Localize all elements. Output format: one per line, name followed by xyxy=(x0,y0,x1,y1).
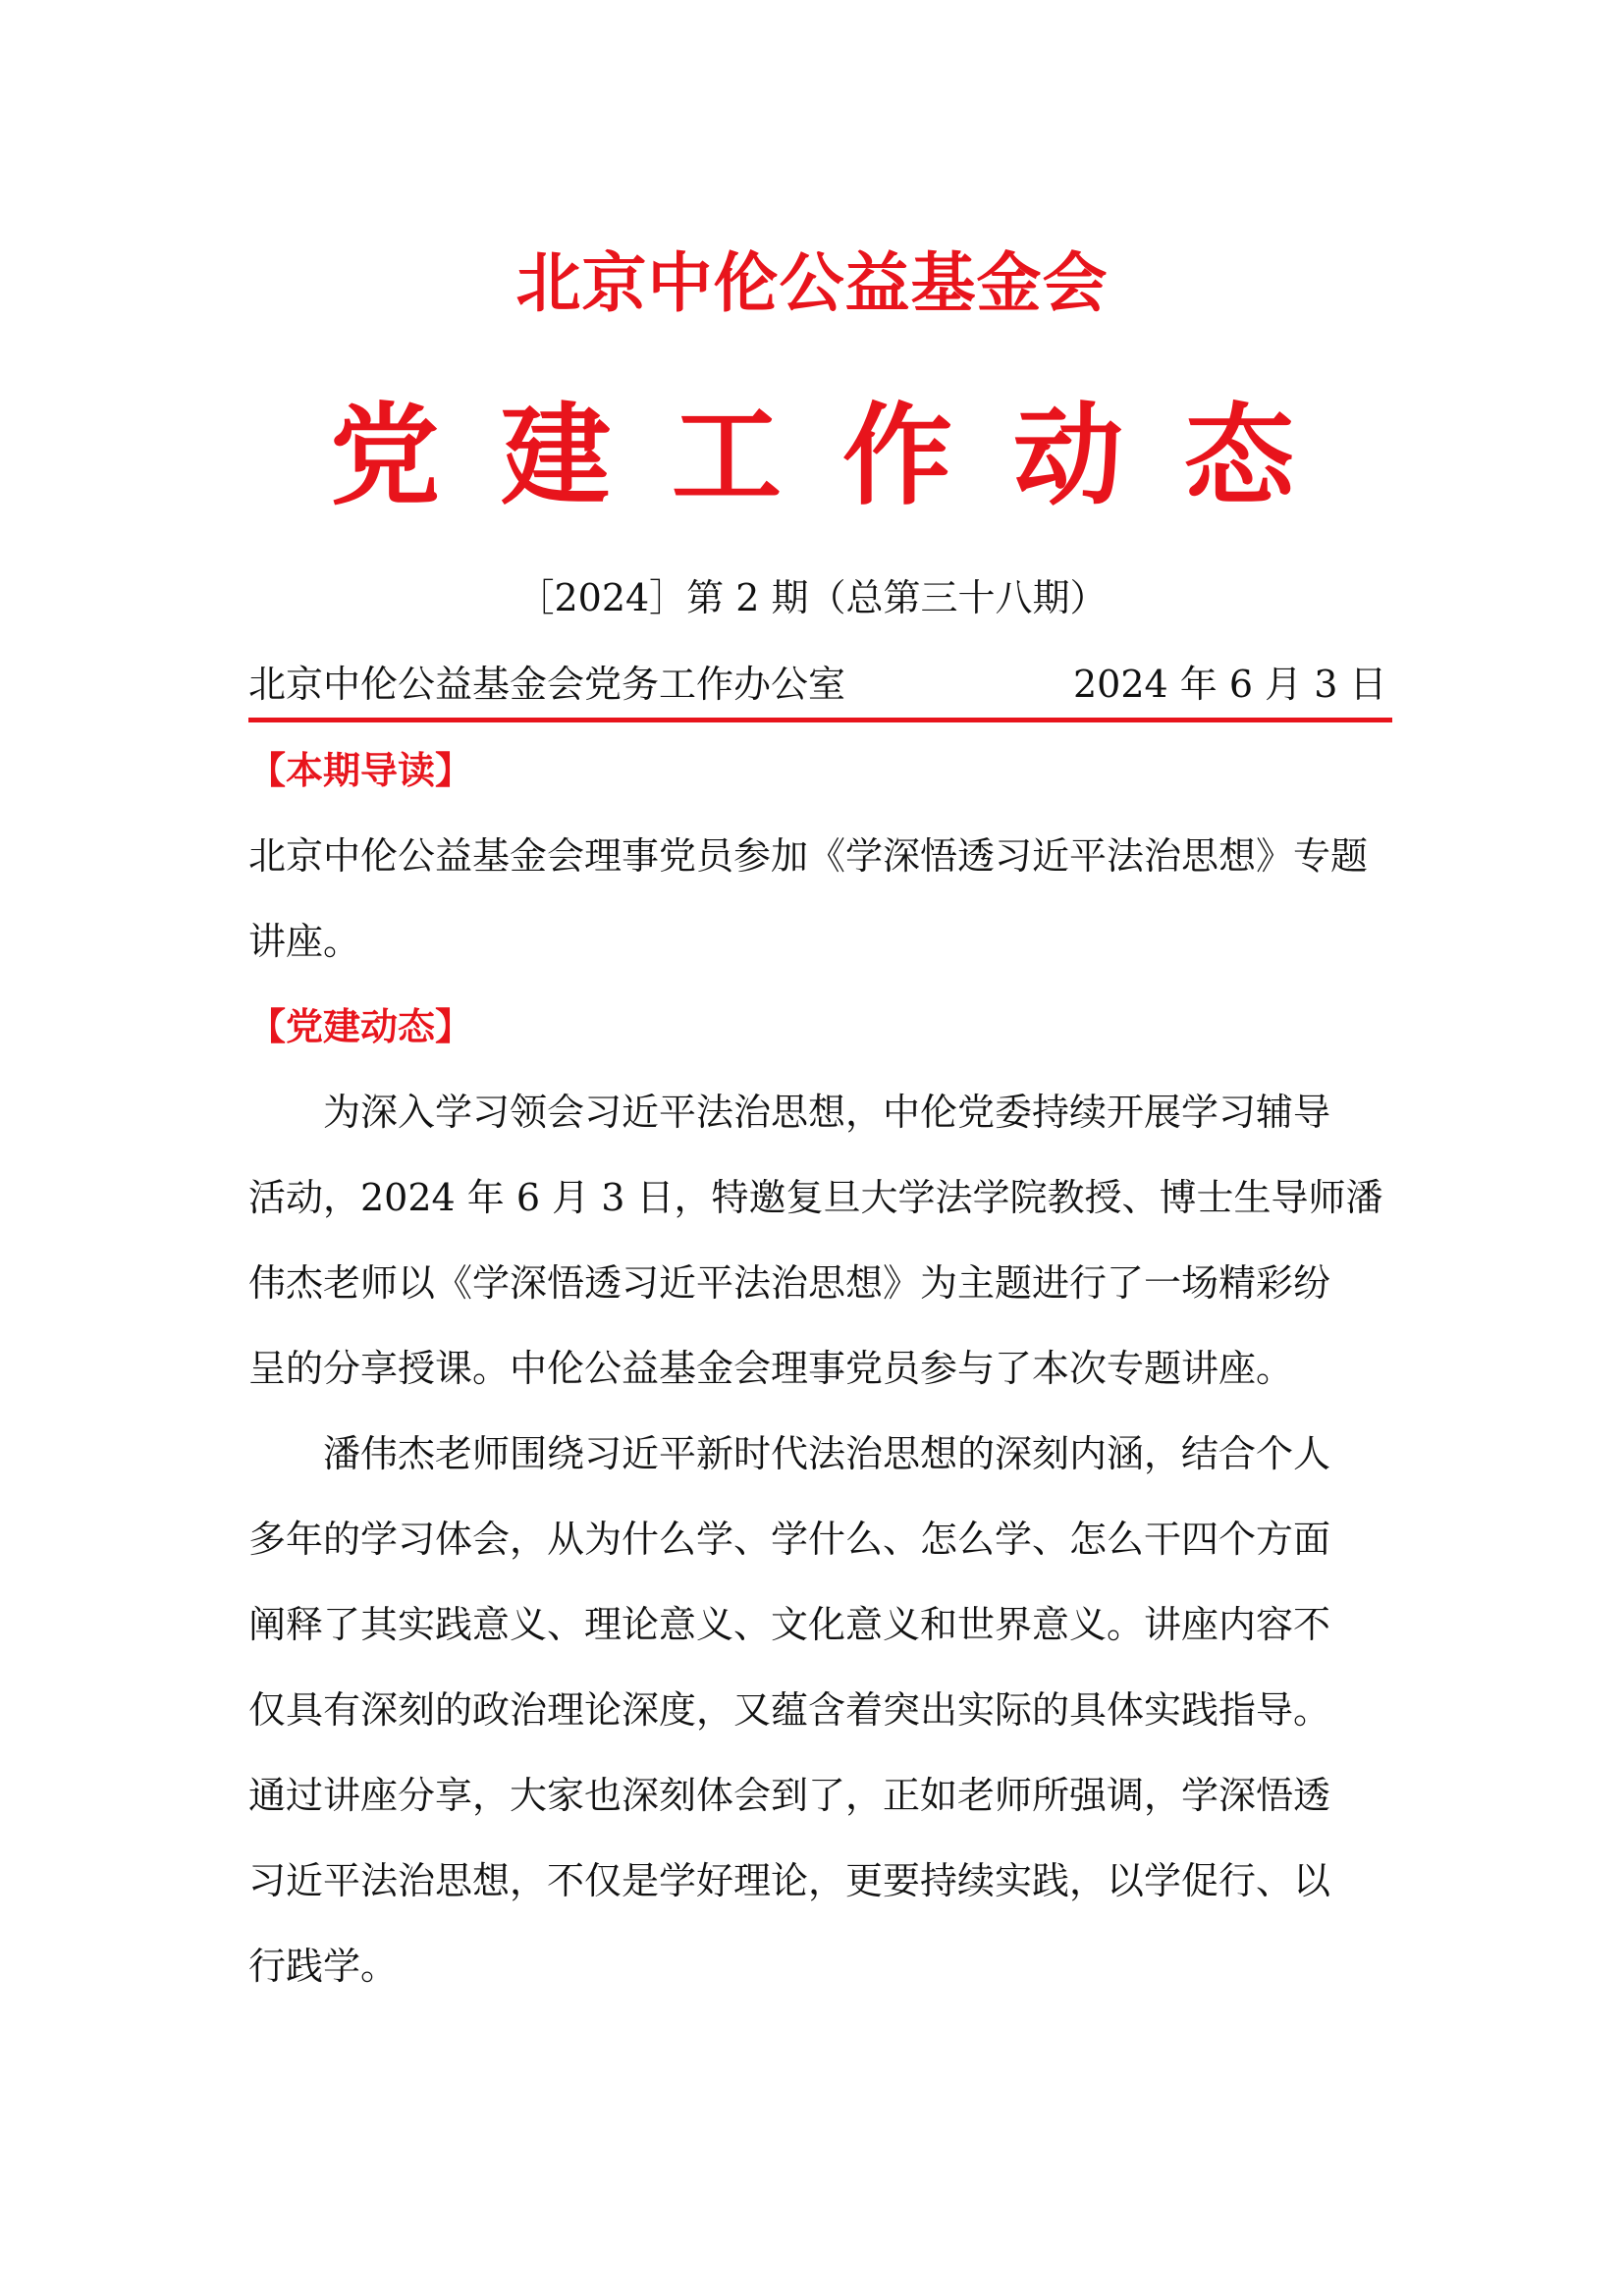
paragraph-line: 活动，2024 年 6 月 3 日，特邀复旦大学法学院教授、博士生导师潘 xyxy=(248,1176,1383,1219)
header-divider xyxy=(248,718,1392,722)
issue-number: ［2024］第 2 期（总第三十八期） xyxy=(516,576,1108,619)
intro-line: 北京中伦公益基金会理事党员参加《学深悟透习近平法治思想》专题 xyxy=(248,834,1369,878)
section-label-intro: 【本期导读】 xyxy=(248,748,473,792)
paragraph-line: 呈的分享授课。中伦公益基金会理事党员参与了本次专题讲座。 xyxy=(248,1347,1294,1390)
paragraph-line: 多年的学习体会，从为什么学、学什么、怎么学、怎么干四个方面 xyxy=(248,1518,1331,1561)
section-label-news: 【党建动态】 xyxy=(248,1004,473,1048)
intro-line: 讲座。 xyxy=(248,920,361,963)
issuing-office: 北京中伦公益基金会党务工作办公室 xyxy=(248,663,846,706)
issue-date: 2024 年 6 月 3 日 xyxy=(1073,663,1387,706)
paragraph-line: 通过讲座分享，大家也深刻体会到了，正如老师所强调，学深悟透 xyxy=(248,1774,1331,1817)
paragraph-line: 阐释了其实践意义、理论意义、文化意义和世界意义。讲座内容不 xyxy=(248,1603,1331,1646)
paragraph-line: 为深入学习领会习近平法治思想，中伦党委持续开展学习辅导 xyxy=(248,1091,1331,1134)
paragraph-line: 行践学。 xyxy=(248,1945,399,1988)
publication-title: 党建工作动态 xyxy=(330,392,1355,520)
paragraph-line: 习近平法治思想，不仅是学好理论，更要持续实践，以学促行、以 xyxy=(248,1859,1331,1902)
paragraph-line: 伟杰老师以《学深悟透习近平法治思想》为主题进行了一场精彩纷 xyxy=(248,1261,1331,1305)
paragraph-line: 潘伟杰老师围绕习近平新时代法治思想的深刻内涵，结合个人 xyxy=(248,1432,1331,1475)
organization-title: 北京中伦公益基金会 xyxy=(515,244,1109,321)
paragraph-line: 仅具有深刻的政治理论深度，又蕴含着突出实际的具体实践指导。 xyxy=(248,1688,1331,1732)
